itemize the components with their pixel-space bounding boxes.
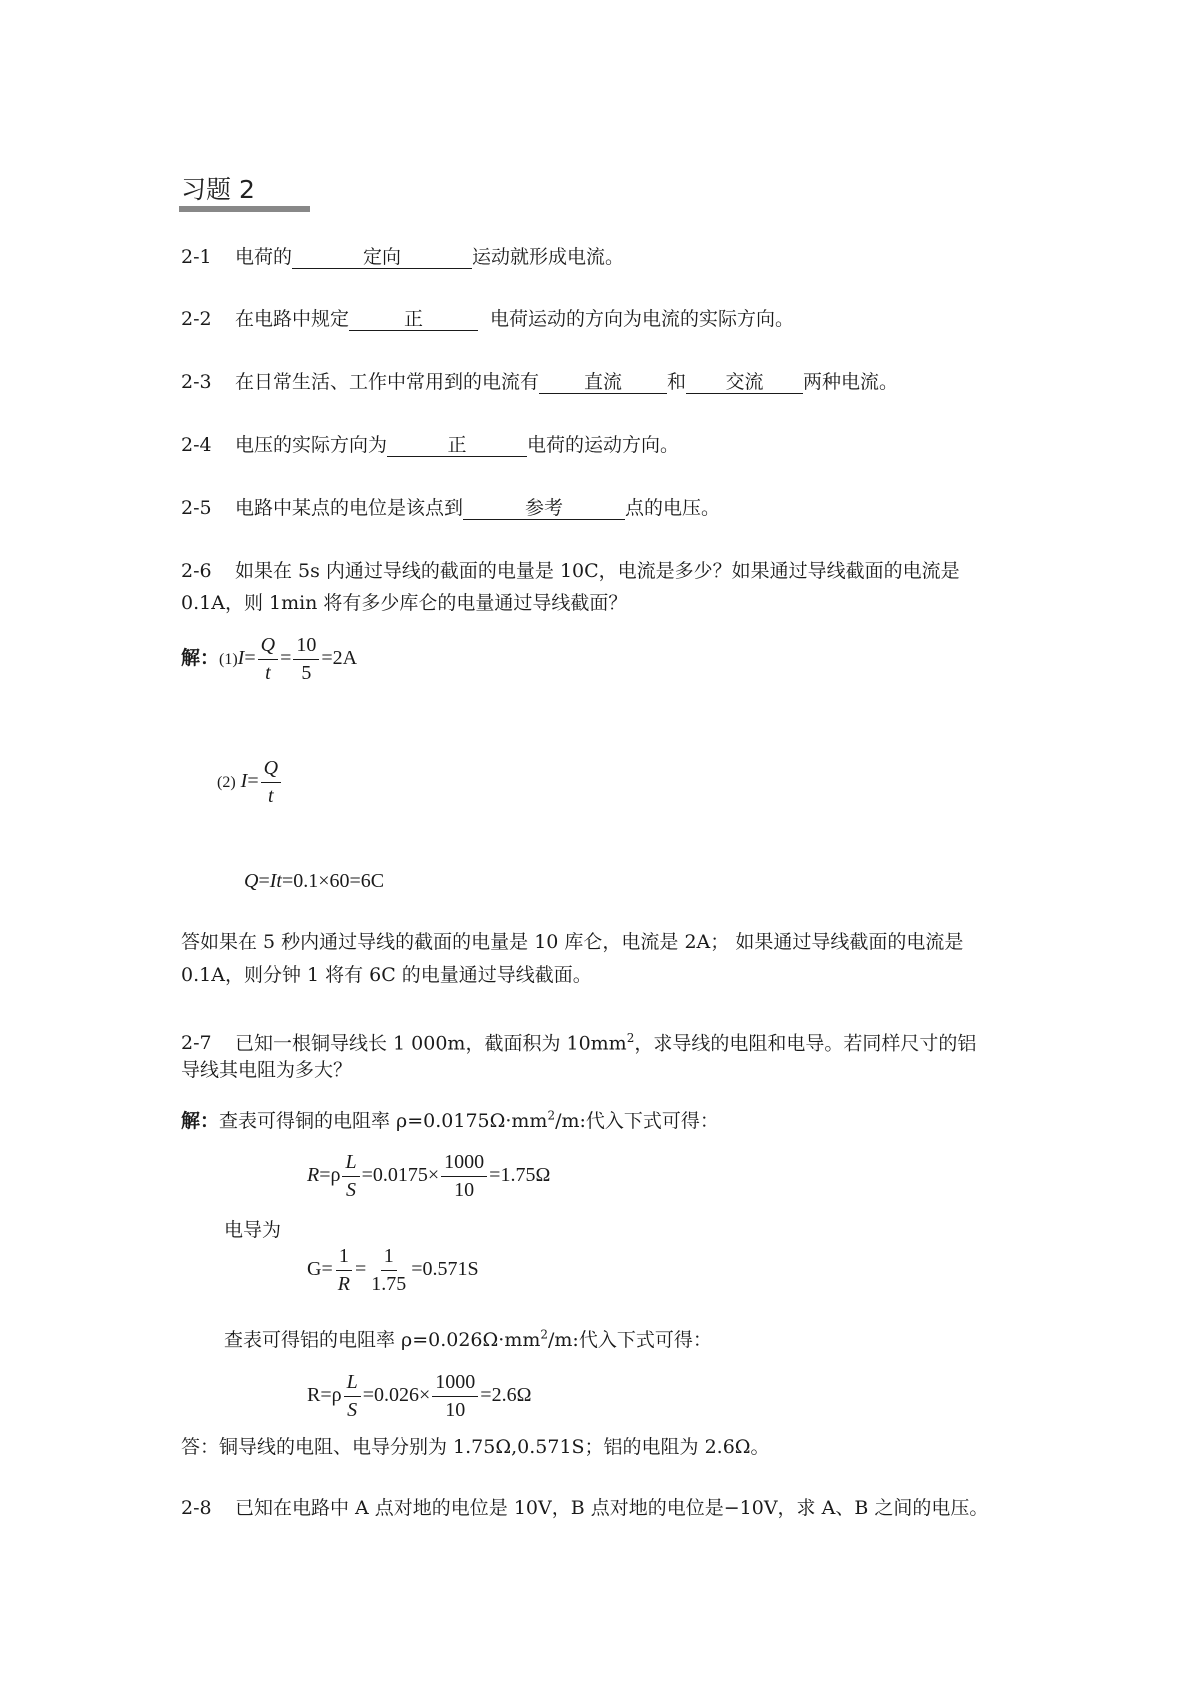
fraction-q-over-t: [258, 632, 278, 687]
question-2-8: [181, 1496, 988, 1520]
part-label: (1): [219, 651, 238, 669]
denominator: 10: [454, 1179, 475, 1201]
answer-blank-1: 直流: [539, 371, 667, 394]
question-text: 已知一根铜导线长 1 000m，截面积为 10mm: [235, 1032, 627, 1055]
question-text-post: 电荷的运动方向。: [527, 434, 680, 456]
var-q: Q: [244, 870, 259, 892]
equals: =: [354, 1258, 367, 1281]
question-2-6-line1: [181, 559, 960, 583]
question-text-pre: 电压的实际方向为: [235, 434, 388, 456]
formula-aluminum-resistance: [307, 1369, 531, 1424]
solution-2-6-part2: [217, 755, 283, 810]
numerator: 1: [381, 1243, 397, 1271]
aluminum-intro: [224, 1325, 712, 1352]
fraction-q-over-t: [261, 755, 281, 810]
var-r: R: [307, 1164, 320, 1187]
denominator: S: [347, 1399, 358, 1421]
part-label: (2): [217, 774, 236, 792]
question-text-post: 运动就形成电流。: [472, 246, 625, 268]
fraction-l-over-s: [342, 1149, 359, 1204]
question-text-pre: 电荷的: [235, 246, 293, 268]
question-number: 2-6: [181, 560, 212, 582]
question-text-post: 电荷运动的方向为电流的实际方向。: [490, 308, 795, 330]
denominator: 10: [445, 1399, 466, 1421]
title-underline: [179, 206, 310, 212]
solution-text: 查表可得铝的电阻率 ρ=0.026Ω·mm: [224, 1329, 541, 1351]
var-i: I: [240, 770, 248, 793]
solution-2-7-intro: [181, 1106, 719, 1133]
answer-blank: 正: [349, 308, 478, 331]
numerator: L: [344, 1369, 361, 1397]
denominator: t: [268, 785, 274, 807]
question-number: 2-8: [181, 1497, 212, 1519]
question-2-2: [181, 307, 794, 331]
denominator: t: [265, 662, 271, 684]
question-2-1: [181, 245, 624, 269]
answer-2-6: 答如果在 5 秒内通过导线的截面的电量是 10 库仑，电流是 2A； 如果通过导线截面的电流是 0.1A，则分钟 1 将有 6C 的电量通过导线截面。: [181, 931, 964, 986]
question-text-mid: 和: [667, 371, 687, 393]
equals: =: [258, 870, 270, 892]
answer-2-7: 答：铜导线的电阻、电导分别为 1.75Ω,0.571S；铝的电阻为 2.6Ω。: [181, 1436, 770, 1458]
answer-blank: 定向: [292, 246, 472, 269]
superscript: 2: [540, 1327, 548, 1342]
solution-text: /m:代入下式可得：: [555, 1110, 719, 1132]
question-text-pre: 在电路中规定: [235, 308, 350, 330]
var-i: I: [237, 647, 245, 670]
question-number: 2-7: [181, 1032, 212, 1055]
fraction-10-over-5: [293, 632, 319, 687]
question-2-7-line2: 导线其电阻为多大？: [181, 1059, 353, 1081]
conductance-label: 电导为: [224, 1219, 282, 1241]
question-number: 2-4: [181, 434, 212, 456]
rho: =ρ: [319, 1164, 341, 1187]
solution-2-6-calc: [244, 870, 384, 893]
var-r: R=ρ: [307, 1384, 342, 1407]
numerator: 10: [293, 632, 319, 660]
question-number: 2-1: [181, 246, 212, 268]
numerator: 1000: [441, 1149, 487, 1177]
question-2-5: [181, 496, 720, 520]
multiplier: =0.0175×: [361, 1164, 440, 1187]
formula-conductance: [307, 1243, 479, 1298]
solution-label: 解：: [181, 1110, 220, 1132]
denominator: S: [346, 1179, 357, 1201]
numerator: Q: [261, 755, 281, 783]
question-text-post: 点的电压。: [625, 497, 721, 519]
var-it: It: [269, 870, 282, 892]
denominator: R: [337, 1273, 350, 1295]
numerator: 1000: [432, 1369, 478, 1397]
question-text: ，求导线的电阻和电导。若同样尺寸的铝: [634, 1032, 977, 1055]
question-text-pre: 在日常生活、工作中常用到的电流有: [235, 371, 540, 393]
question-2-4: [181, 433, 679, 457]
fraction-l-over-s: [344, 1369, 361, 1424]
question-text-post: 两种电流。: [803, 371, 899, 393]
numerator: L: [342, 1149, 359, 1177]
denominator: 5: [301, 662, 312, 684]
superscript: 2: [547, 1108, 556, 1123]
result: =2.6Ω: [480, 1384, 532, 1407]
fraction-1000-over-10: [441, 1149, 487, 1204]
page-title: 习题 2: [181, 175, 255, 204]
answer-blank: 参考: [463, 497, 625, 520]
answer-blank: 正: [387, 434, 527, 457]
question-2-7-line1: [181, 1026, 976, 1055]
question-number: 2-5: [181, 497, 212, 519]
question-2-3: [181, 370, 898, 394]
result: =0.571S: [411, 1258, 479, 1281]
equals: =: [247, 770, 259, 793]
fraction-1-over-175: [368, 1243, 409, 1298]
solution-text: /m:代入下式可得：: [548, 1329, 712, 1351]
question-text: 已知在电路中 A 点对地的电位是 10V，B 点对地的电位是−10V，求 A、B 之间的电压。: [235, 1497, 989, 1519]
solution-label: 解：: [181, 647, 220, 670]
multiplier: =0.026×: [362, 1384, 431, 1407]
formula-copper-resistance: [307, 1149, 550, 1204]
question-text: 如果在 5s 内通过导线的截面的电量是 10C，电流是多少？如果通过导线截面的电流是: [235, 560, 960, 582]
fraction-1000-over-10: [432, 1369, 478, 1424]
solution-text: 查表可得铜的电阻率 ρ=0.0175Ω·mm: [219, 1110, 548, 1132]
equals: =: [280, 647, 292, 670]
answer-blank-2: 交流: [686, 371, 803, 394]
question-number: 2-3: [181, 371, 212, 393]
question-number: 2-2: [181, 308, 212, 330]
solution-2-6-part1: [181, 632, 357, 687]
question-2-6-line2: 0.1A，则 1min 将有多少库仑的电量通过导线截面？: [181, 592, 628, 614]
result: =2A: [321, 647, 358, 670]
superscript: 2: [626, 1031, 635, 1045]
numerator: 1: [336, 1243, 352, 1271]
numerator: Q: [258, 632, 278, 660]
denominator: 1.75: [371, 1273, 407, 1295]
result: =1.75Ω: [489, 1164, 551, 1187]
equals: =: [244, 647, 256, 670]
var-g: G=: [307, 1258, 333, 1281]
question-text-pre: 电路中某点的电位是该点到: [235, 497, 464, 519]
fraction-1-over-r: [335, 1243, 353, 1298]
calculation: =0.1×60=6C: [281, 870, 385, 892]
